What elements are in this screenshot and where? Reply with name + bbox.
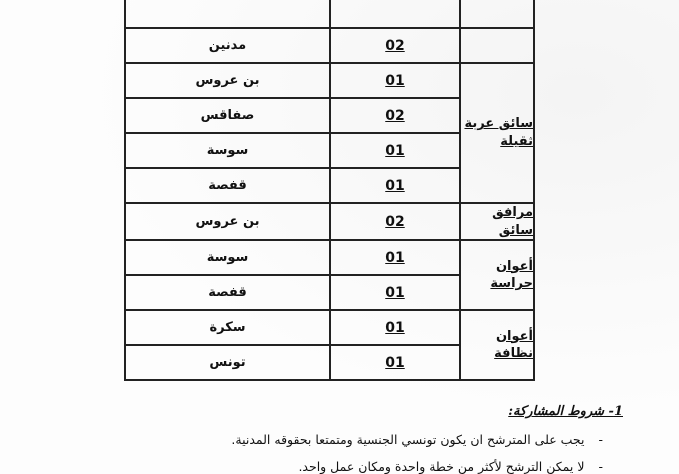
- positions-table: [124, 0, 535, 381]
- condition-item: [298, 459, 603, 474]
- city-cell: صفاقس: [125, 98, 330, 133]
- city-cell: بن عروس: [125, 203, 330, 240]
- city-cell: سكرة: [125, 310, 330, 345]
- city-cell: مدنين: [125, 28, 330, 63]
- count-cell: 02: [330, 203, 460, 240]
- count-cell: 01: [330, 168, 460, 203]
- table-row: [125, 28, 534, 63]
- category-guards: أعوان حراسة: [460, 240, 534, 310]
- category-cell: [460, 0, 534, 28]
- condition-text: يجب على المترشح ان يكون تونسي الجنسية ومتمتعا بحقوقه المدنية.: [231, 432, 585, 447]
- count-cell: 01: [330, 345, 460, 380]
- city-cell: تونس: [125, 345, 330, 380]
- city-cell: قفصة: [125, 168, 330, 203]
- table-row: [125, 310, 534, 345]
- count-cell: [330, 0, 460, 28]
- category-cleaners: أعوان نظافة: [460, 310, 534, 380]
- count-cell: 01: [330, 310, 460, 345]
- table-row: [125, 203, 534, 240]
- count-cell: 01: [330, 63, 460, 98]
- city-cell: [125, 0, 330, 28]
- category-truck-driver: سائق عربة ثقيلة: [460, 63, 534, 203]
- table-row: [125, 240, 534, 275]
- bullet: -: [598, 432, 603, 447]
- condition-text: لا يمكن الترشح لأكثر من خطة واحدة ومكان عمل واحد.: [298, 459, 585, 474]
- table-row: [125, 63, 534, 98]
- section-heading: 1- شروط المشاركة:: [508, 404, 623, 419]
- count-cell: 01: [330, 133, 460, 168]
- city-cell: بن عروس: [125, 63, 330, 98]
- count-cell: 02: [330, 28, 460, 63]
- category-cell: [460, 28, 534, 63]
- city-cell: قفصة: [125, 275, 330, 310]
- city-cell: سوسة: [125, 133, 330, 168]
- city-cell: سوسة: [125, 240, 330, 275]
- count-cell: 01: [330, 240, 460, 275]
- table-row: [125, 0, 534, 28]
- bullet: -: [598, 459, 603, 474]
- condition-item: [231, 432, 603, 447]
- category-driver-assistant: مرافق سائق: [460, 203, 534, 240]
- count-cell: 02: [330, 98, 460, 133]
- count-cell: 01: [330, 275, 460, 310]
